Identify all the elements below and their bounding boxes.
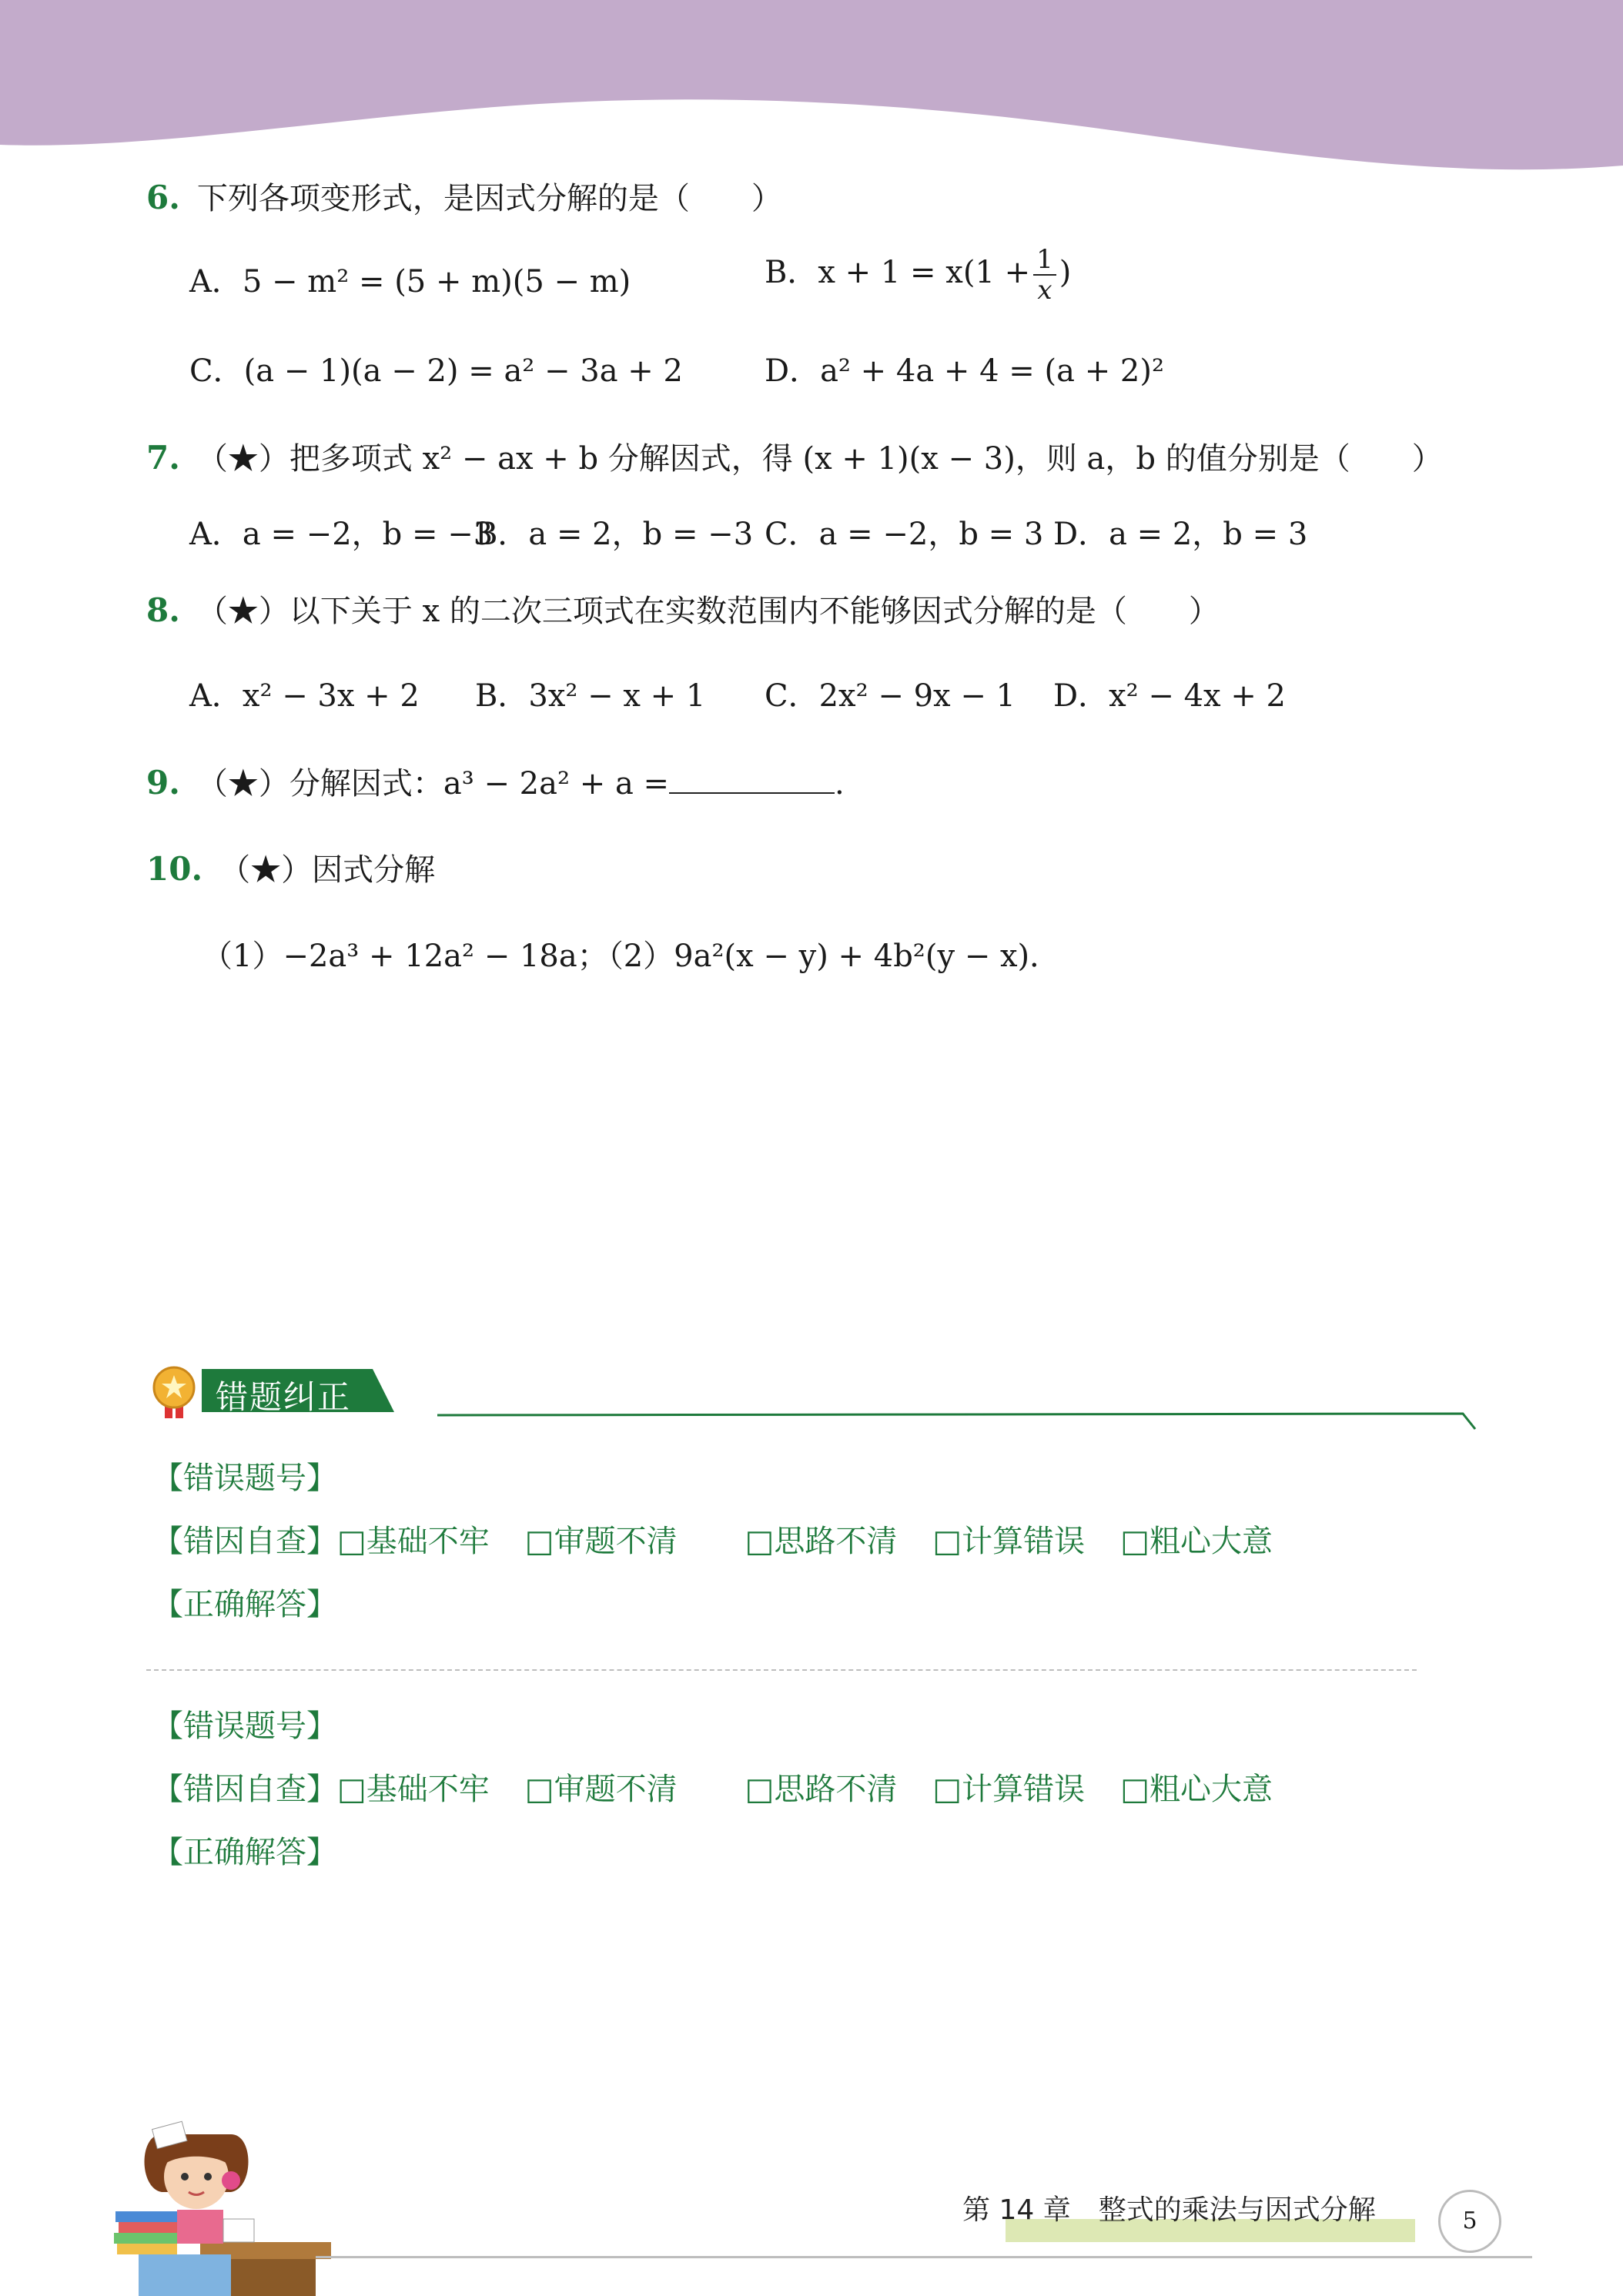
option-a: A．5 − m² = (5 + m)(5 − m) xyxy=(189,264,631,300)
option-c: C．2x² − 9x − 1 xyxy=(765,678,1016,714)
option-b xyxy=(765,244,1072,306)
option-b-suffix: ) xyxy=(1059,255,1072,290)
student-illustration xyxy=(108,2119,331,2296)
checkbox-reading[interactable]: □审题不清 xyxy=(524,1772,678,1807)
question-number: 10. xyxy=(146,850,203,888)
question-10-parts: （1）−2a³ + 12a² − 18a；（2）9a²(x − y) + 4b²(y − x)． xyxy=(202,939,1061,974)
question-number: 9. xyxy=(146,764,180,802)
checkbox-calculation[interactable]: □计算错误 xyxy=(932,1524,1086,1559)
option-a: A．x² − 3x + 2 xyxy=(189,678,420,714)
question-9 xyxy=(146,764,845,802)
question-end: . xyxy=(835,766,845,802)
footer-rule xyxy=(316,2256,1532,2258)
answer-blank[interactable] xyxy=(669,769,835,794)
error-cause-row xyxy=(152,1765,1308,1809)
correct-answer-label: 【正确解答】 xyxy=(152,1587,337,1622)
question-10 xyxy=(146,850,435,889)
checkbox-thinking[interactable]: □思路不清 xyxy=(745,1524,898,1559)
wrong-number-label: 【错误题号】 xyxy=(152,1461,337,1496)
divider xyxy=(146,1669,1417,1671)
question-stem: （★）以下关于 x 的二次三项式在实数范围内不能够因式分解的是（ ） xyxy=(196,594,1220,629)
header-wave-banner xyxy=(0,0,1623,177)
page-number: 5 xyxy=(1438,2190,1501,2253)
option-b: B．a = 2，b = −3 xyxy=(475,517,754,552)
question-number: 8. xyxy=(146,591,180,629)
question-stem: 下列各项变形式，是因式分解的是（ ） xyxy=(196,181,782,216)
section-rule xyxy=(431,1403,1480,1431)
section-title: 错题纠正 xyxy=(216,1378,352,1416)
chapter-title: 第 14 章 整式的乘法与因式分解 xyxy=(962,2194,1376,2226)
error-cause-label: 【错因自查】 xyxy=(152,1772,337,1807)
option-d: D．x² − 4x + 2 xyxy=(1053,678,1287,714)
fraction-denominator: x xyxy=(1037,275,1052,306)
checkbox-careless[interactable]: □粗心大意 xyxy=(1120,1772,1273,1807)
error-cause-row xyxy=(152,1517,1308,1561)
error-cause-label: 【错因自查】 xyxy=(152,1524,337,1559)
correct-answer-label: 【正确解答】 xyxy=(152,1835,337,1870)
option-b: B．3x² − x + 1 xyxy=(475,678,706,714)
question-stem: （★）分解因式：a³ − 2a² + a = xyxy=(196,766,670,802)
checkbox-careless[interactable]: □粗心大意 xyxy=(1120,1524,1273,1559)
wrong-number-label: 【错误题号】 xyxy=(152,1709,337,1744)
checkbox-calculation[interactable]: □计算错误 xyxy=(932,1772,1086,1807)
checkbox-reading[interactable]: □审题不清 xyxy=(524,1524,678,1559)
checkbox-thinking[interactable]: □思路不清 xyxy=(745,1772,898,1807)
question-6 xyxy=(146,179,782,217)
option-c: C．(a − 1)(a − 2) = a² − 3a + 2 xyxy=(189,353,683,389)
fraction-numerator: 1 xyxy=(1033,246,1056,276)
option-a: A．a = −2，b = −3 xyxy=(189,517,494,552)
option-d: D．a² + 4a + 4 = (a + 2)² xyxy=(765,353,1165,389)
question-stem: （★）把多项式 x² − ax + b 分解因式，得 (x + 1)(x − 3)，则 a，b 的值分别是（ ） xyxy=(196,441,1443,477)
question-8 xyxy=(146,591,1220,630)
checkbox-basics[interactable]: □基础不牢 xyxy=(337,1772,490,1807)
question-stem: （★）因式分解 xyxy=(219,852,436,888)
question-number: 7. xyxy=(146,439,180,477)
option-c: C．a = −2，b = 3 xyxy=(765,517,1044,552)
option-d: D．a = 2，b = 3 xyxy=(1053,517,1308,552)
question-7 xyxy=(146,439,1443,477)
fraction xyxy=(1033,244,1056,306)
question-number: 6. xyxy=(146,179,180,216)
option-b-prefix: B．x + 1 = x(1 + xyxy=(765,255,1031,290)
checkbox-basics[interactable]: □基础不牢 xyxy=(337,1524,490,1559)
